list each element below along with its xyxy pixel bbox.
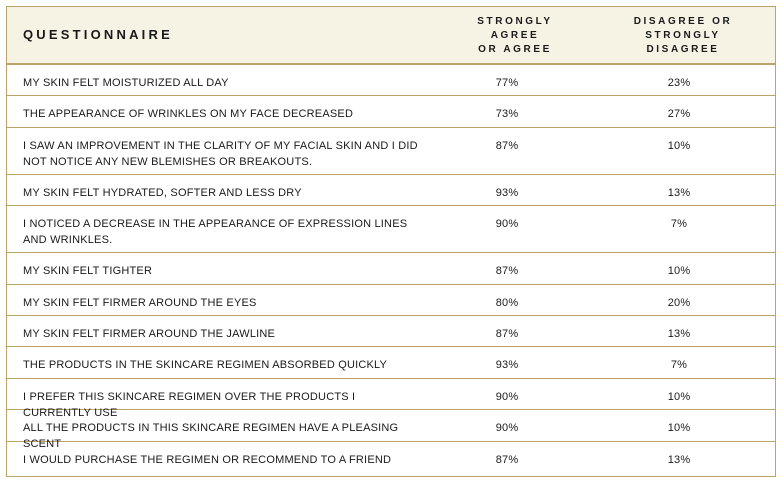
question-text: MY SKIN FELT FIRMER AROUND THE JAWLINE: [23, 327, 276, 340]
table-row: [7, 253, 775, 284]
agree-value: 87%: [495, 265, 519, 278]
disagree-value: 7%: [670, 359, 688, 372]
agree-value: 90%: [495, 218, 519, 231]
header-disagree-line: DISAGREE: [646, 44, 720, 55]
table-row: [7, 347, 775, 378]
header-agree-line: AGREE: [490, 30, 540, 41]
table-row: [7, 410, 775, 451]
question-text: I SAW AN IMPROVEMENT IN THE CLARITY OF MY FACIAL SKIN AND I DID NOT NOTICE ANY NEW BLEMISHES OR BREAKOUTS.: [23, 139, 418, 168]
disagree-value: 13%: [667, 327, 691, 340]
table-row: [7, 285, 775, 316]
agree-value: 73%: [495, 108, 519, 121]
table-body: [7, 65, 775, 473]
agree-value: 80%: [495, 296, 519, 309]
table-row: [7, 206, 775, 253]
disagree-value: 27%: [667, 108, 691, 121]
table-row: [7, 379, 775, 419]
question-text: MY SKIN FELT FIRMER AROUND THE EYES: [23, 296, 257, 309]
question-text: I WOULD PURCHASE THE REGIMEN OR RECOMMEND TO A FRIEND: [23, 453, 392, 466]
question-text: ALL THE PRODUCTS IN THIS SKINCARE REGIMEN HAVE A PLEASING SCENT: [23, 422, 399, 451]
agree-value: 77%: [495, 77, 519, 89]
table-row: [7, 65, 775, 96]
header-questionnaire: QUESTIONNAIRE: [23, 27, 173, 42]
question-text: MY SKIN FELT TIGHTER: [23, 265, 153, 278]
agree-value: 87%: [495, 453, 519, 466]
table-row: [7, 96, 775, 127]
disagree-value: 10%: [667, 139, 691, 152]
header-disagree: [603, 15, 763, 57]
header-agree-line: OR AGREE: [478, 44, 552, 55]
agree-value: 90%: [495, 422, 519, 435]
disagree-value: 10%: [667, 422, 691, 435]
header-disagree-line: STRONGLY: [645, 30, 721, 41]
agree-value: 90%: [495, 390, 519, 403]
header-agree: [435, 15, 595, 57]
question-text: THE PRODUCTS IN THE SKINCARE REGIMEN ABSORBED QUICKLY: [23, 359, 388, 372]
disagree-value: 23%: [667, 77, 691, 89]
disagree-value: 10%: [667, 265, 691, 278]
questionnaire-table: [6, 6, 776, 477]
question-text: I NOTICED A DECREASE IN THE APPEARANCE OF EXPRESSION LINES AND WRINKLES.: [23, 218, 408, 247]
table-header: [7, 7, 775, 65]
question-text: THE APPEARANCE OF WRINKLES ON MY FACE DECREASED: [23, 108, 354, 121]
disagree-value: 7%: [670, 218, 688, 231]
disagree-value: 20%: [667, 296, 691, 309]
agree-value: 93%: [495, 359, 519, 372]
question-text: I PREFER THIS SKINCARE REGIMEN OVER THE PRODUCTS I CURRENTLY USE: [23, 390, 356, 419]
agree-value: 87%: [495, 327, 519, 340]
agree-value: 87%: [495, 139, 519, 152]
table-row: [7, 442, 775, 473]
disagree-value: 10%: [667, 390, 691, 403]
header-agree-line: STRONGLY: [477, 16, 553, 27]
agree-value: 93%: [495, 186, 519, 199]
question-text: MY SKIN FELT MOISTURIZED ALL DAY: [23, 77, 229, 89]
question-text: MY SKIN FELT HYDRATED, SOFTER AND LESS DRY: [23, 186, 302, 199]
table-row: [7, 175, 775, 206]
disagree-value: 13%: [667, 453, 691, 466]
header-disagree-line: DISAGREE OR: [633, 16, 733, 27]
table-row: [7, 316, 775, 347]
disagree-value: 13%: [667, 186, 691, 199]
table-row: [7, 128, 775, 175]
